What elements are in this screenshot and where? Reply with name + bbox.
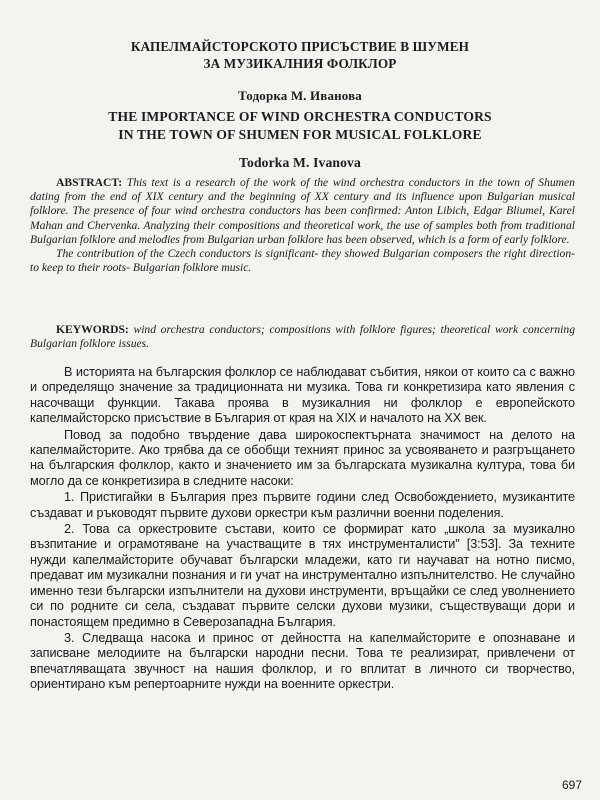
keywords-section: [30, 323, 575, 351]
abstract-text-1: This text is a research of the work of the wind orchestra conductors in the town of Shumen dating from the end of XIX century and the beginning of XX century and its influence upon Bulgarian musical folklore. The presence of four wind orchestra conductors has been confirmed: Anton Libich, Edgar Bliumel, Karel Mahan and Chervenka. Analyzing their compositions and theoretical work, the use of samples both from traditional Bulgarian folklore and melodies from Bulgarian urban folklore has been observed, which is a form of early folklore.: [30, 176, 575, 246]
author-bulgarian: Тодорка М. Иванова: [238, 88, 362, 103]
title-en-line1: THE IMPORTANCE OF WIND ORCHESTRA CONDUCTORS: [108, 109, 492, 124]
title-bg-line1: КАПЕЛМАЙСТОРСКОТО ПРИСЪСТВИЕ В ШУМЕН: [130, 39, 470, 54]
keywords-label: KEYWORDS:: [56, 323, 129, 336]
keywords-text: wind orchestra conductors; compositions with folklore figures; theoretical work concerning Bulgarian folklore issues.: [30, 323, 575, 351]
body-paragraph-3: 1. Пристигайки в България през първите години след Освобождението, музикантите създават и ръководят първите духови оркестри към различни военни поделения.: [30, 490, 575, 520]
title-english: [30, 108, 570, 144]
abstract-label: ABSTRACT:: [56, 176, 123, 189]
title-en-line2: IN THE TOWN OF SHUMEN FOR MUSICAL FOLKLORE: [118, 127, 482, 142]
abstract-section: [30, 176, 575, 275]
body-paragraph-1: В историята на българския фолклор се наблюдават събития, някои от които са с важно и определящо значение за традиционната ни музика. Това ги конкретизира като явления с насочващи функции. Такава проява в музикалния ни фолклор е европейското капелмайсторско присъствие в България от края на XIX и началото на XX век.: [30, 365, 575, 426]
title-bulgarian: [30, 38, 570, 72]
page-number: 697: [561, 778, 582, 792]
abstract-paragraph-1: [30, 176, 575, 247]
body-paragraph-4: 2. Това са оркестровите състави, които се формират като „школа за музикално възпитание и ограмотяване на участващите в тях инструменталисти" [3:53]. За техните нужди капелмайсторите обучават български младежи, като ги научават на нотно писмо, предават им музикални познания и ги учат на инструментално изпълнителство. Не случайно именно тези български изпълнители на духови инструменти, връщайки се след уволнението си по родните си села, създават първите селски духови музики, съществуващи дори и понастоящем предимно в Северозападна България.: [30, 522, 575, 629]
body-paragraph-2: Повод за подобно твърдение дава широкоспектърната значимост на делото на капелмайсторите. Ако трябва да се обобщи техният принос за усвояването и разгръщането на българския фолклор, както и значението им за българската музикална култура, това би могло да се конкретизира в следните насоки:: [30, 427, 575, 488]
body-paragraph-5: 3. Следваща насока и принос от дейността на капелмайсторите е опознаване и записване мелодиите на български народни песни. Това те реализират, привлечени от впечатляващата звучност на нашия фолклор, и го вплитат в личното си творчество, ориентирано към репертоарните нужди на военните оркестри.: [30, 630, 575, 692]
title-bg-line2: ЗА МУЗИКАЛНИЯ ФОЛКЛОР: [203, 56, 397, 71]
author-english: Todorka M. Ivanova: [239, 155, 361, 170]
abstract-paragraph-2: The contribution of the Czech conductors is significant- they showed Bulgarian composers the right direction- to keep to their roots- Bulgarian folklore music.: [30, 247, 575, 275]
body-text: [30, 365, 575, 694]
